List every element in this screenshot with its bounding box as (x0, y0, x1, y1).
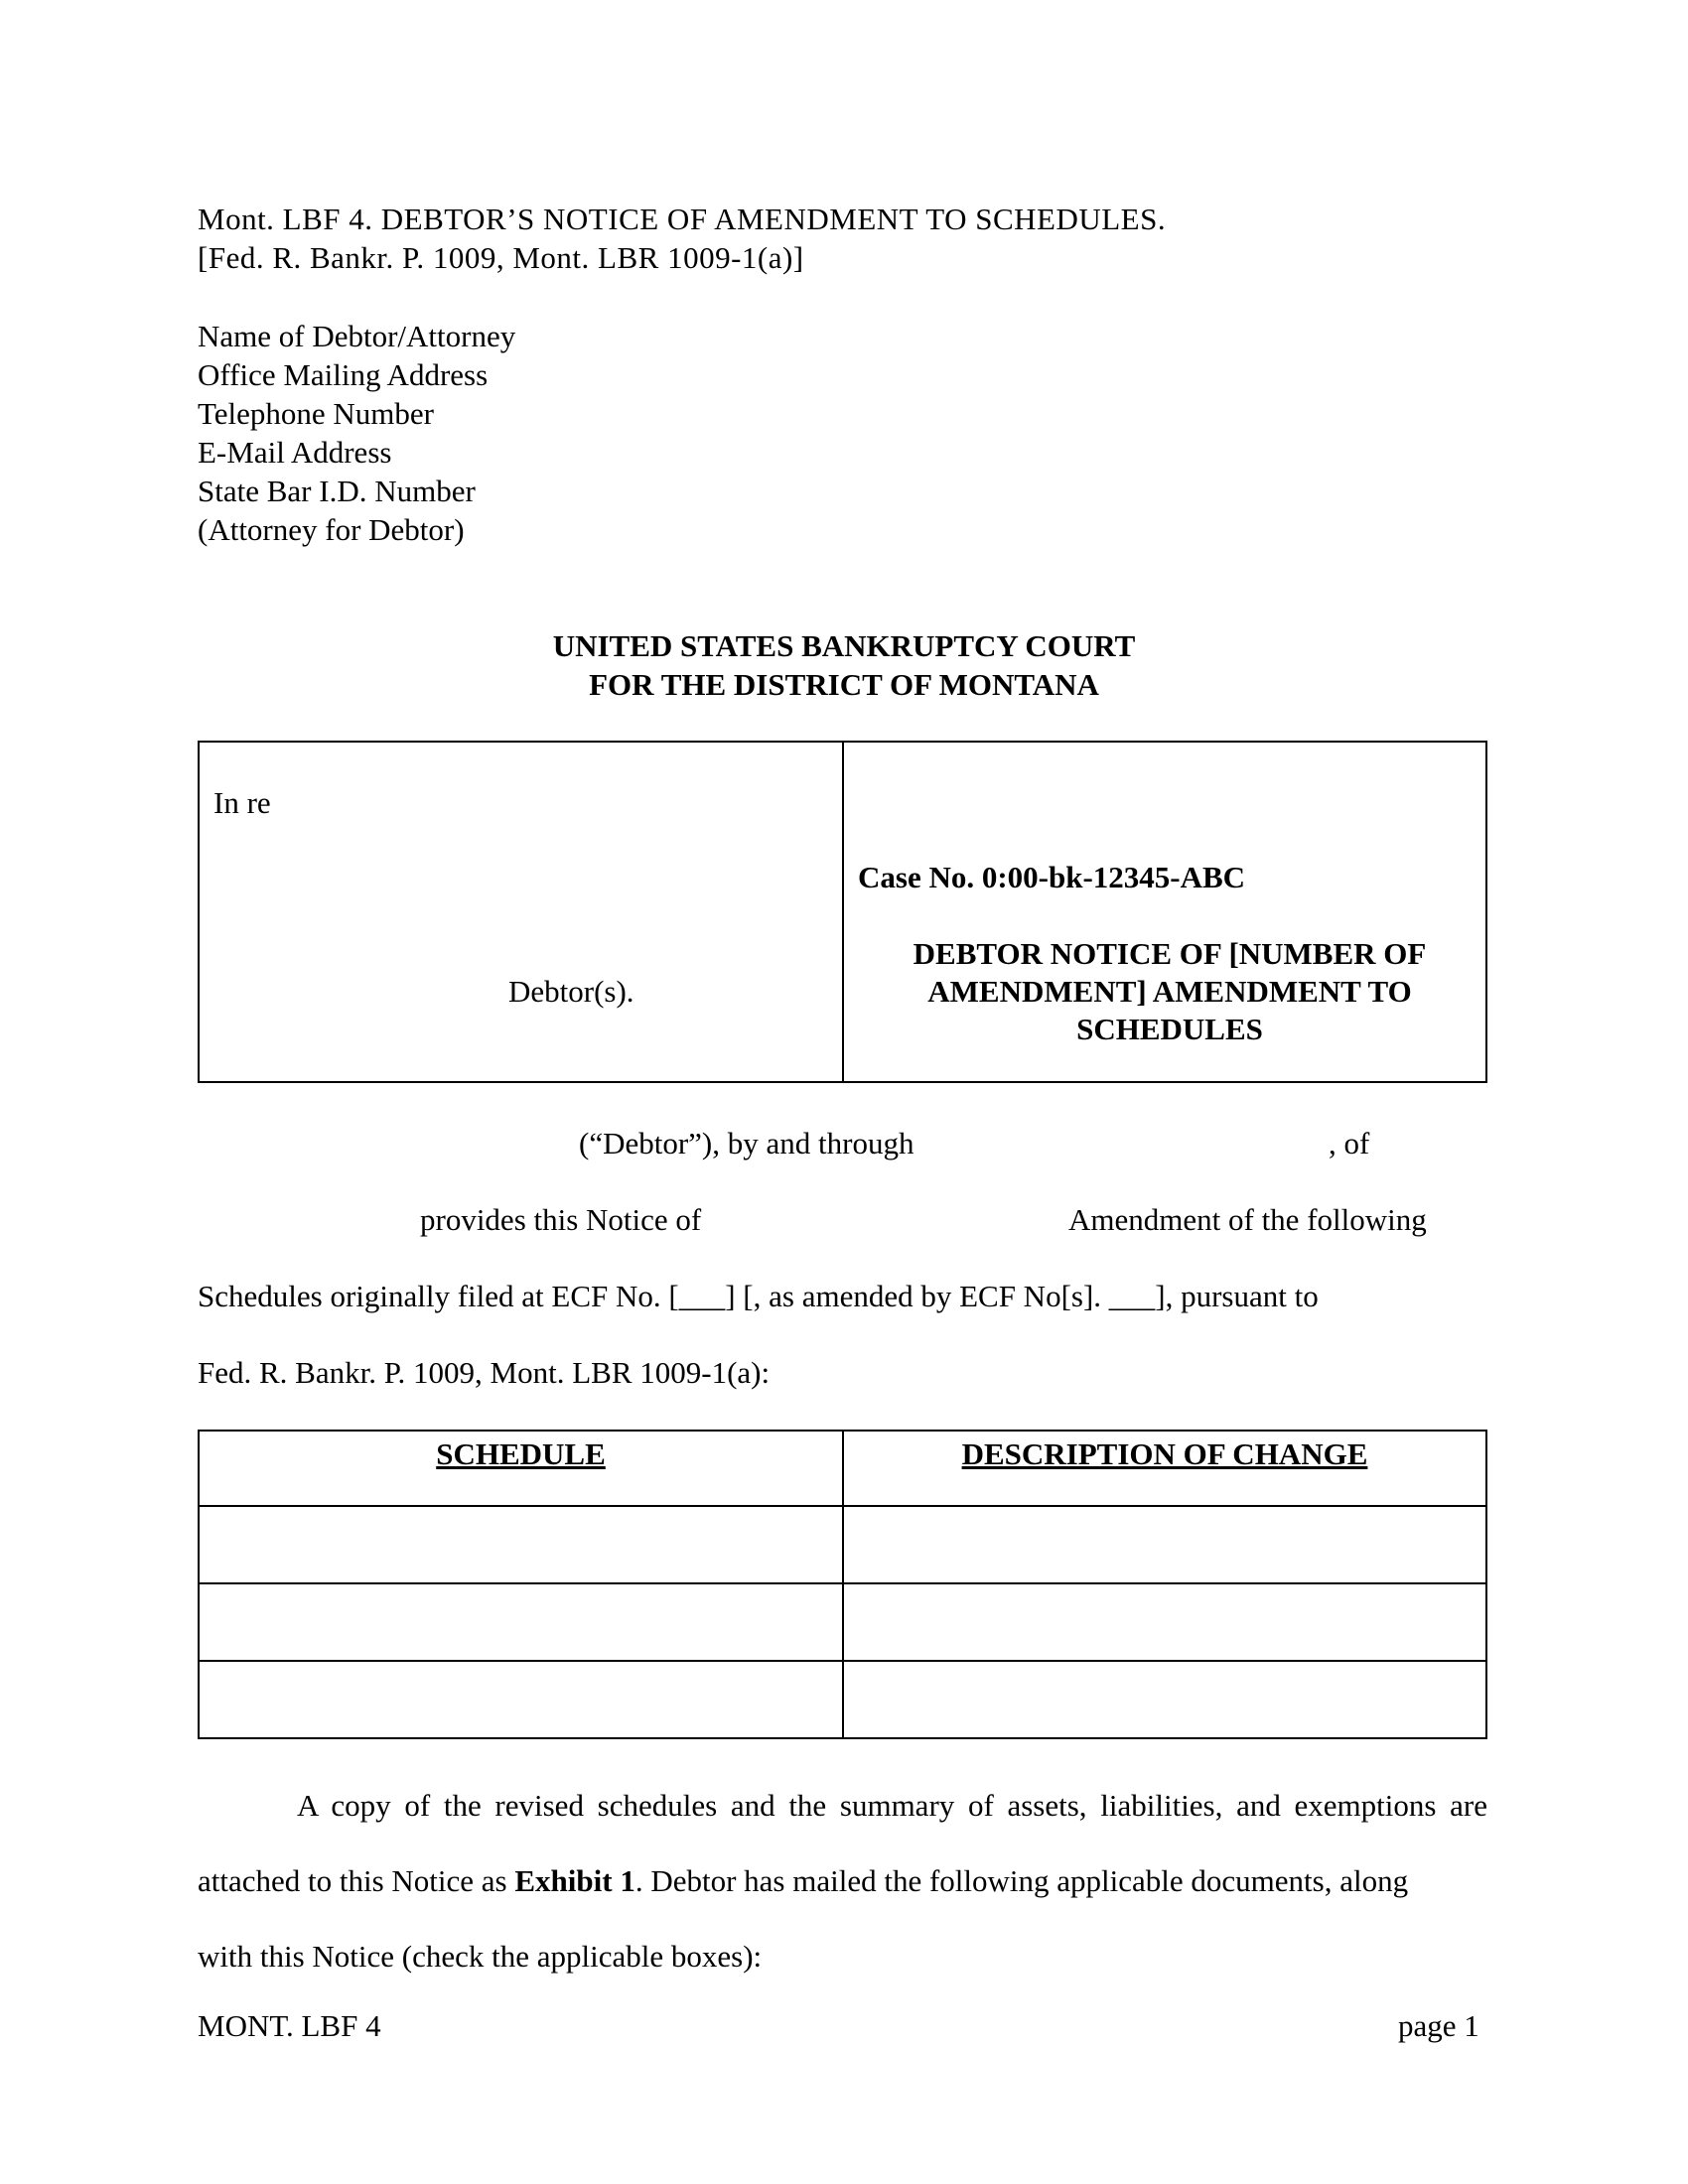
attorney-role: (Attorney for Debtor) (198, 512, 465, 547)
attorney-phone: Telephone Number (198, 396, 434, 431)
description-cell[interactable] (843, 1661, 1486, 1738)
form-header-rule-ref: [Fed. R. Bankr. P. 1009, Mont. LBR 1009-1(a)] (198, 240, 804, 275)
form-header-title: Mont. LBF 4. DEBTOR’S NOTICE OF AMENDMENT TO SCHEDULES. (198, 202, 1167, 236)
rule-reference-text: Fed. R. Bankr. P. 1009, Mont. LBR 1009-1(a): (198, 1355, 771, 1390)
table-row (199, 1661, 1486, 1738)
schedules-filed-text: Schedules originally filed at ECF No. [___] [, as amended by ECF No[s]. ___], pursuant to (198, 1279, 1319, 1313)
exhibit-reference: Exhibit 1 (514, 1863, 635, 1898)
schedule-table-header-row (199, 1431, 1486, 1506)
case-caption-box (198, 741, 1487, 1083)
footer-page-number: page 1 (1398, 2008, 1479, 2043)
attorney-email: E-Mail Address (198, 435, 392, 470)
court-heading (397, 627, 1291, 705)
description-cell[interactable] (843, 1506, 1486, 1583)
description-cell[interactable] (843, 1583, 1486, 1661)
court-district: FOR THE DISTRICT OF MONTANA (589, 667, 1099, 702)
schedule-cell[interactable] (199, 1506, 843, 1583)
of-text: , of (1329, 1126, 1370, 1160)
body-line-3: with this Notice (check the applicable boxes): (198, 1939, 763, 1974)
caption-divider (842, 743, 844, 1081)
body-line-2-pre: attached to this Notice as (198, 1863, 515, 1898)
schedule-column-header: SCHEDULE (199, 1431, 843, 1506)
amendment-following-text: Amendment of the following (1068, 1202, 1427, 1237)
schedule-cell[interactable] (199, 1583, 843, 1661)
caption-title-line: DEBTOR NOTICE OF [NUMBER OF (913, 936, 1427, 971)
body-line-1: A copy of the revised schedules and the summary of assets, liabilities, and exemptions are (297, 1788, 1487, 1823)
case-number: Case No. 0:00-bk-12345-ABC (858, 860, 1246, 894)
table-row (199, 1583, 1486, 1661)
debtors-label: Debtor(s). (508, 974, 634, 1009)
attorney-name: Name of Debtor/Attorney (198, 319, 516, 353)
attorney-info-block (198, 318, 515, 550)
court-name: UNITED STATES BANKRUPTCY COURT (552, 628, 1136, 663)
form-header (198, 201, 1166, 278)
debtor-through-text: (“Debtor”), by and through (579, 1126, 914, 1160)
caption-title-line: AMENDMENT] AMENDMENT TO (927, 974, 1412, 1009)
attorney-address: Office Mailing Address (198, 357, 489, 392)
footer-form-id: MONT. LBF 4 (198, 2008, 381, 2043)
provides-notice-text: provides this Notice of (420, 1202, 702, 1237)
attorney-bar-id: State Bar I.D. Number (198, 474, 476, 508)
body-line-2 (198, 1862, 1408, 1899)
caption-title (857, 935, 1482, 1048)
schedule-cell[interactable] (199, 1661, 843, 1738)
body-line-2-post: . Debtor has mailed the following applicable documents, along (634, 1863, 1409, 1898)
caption-title-line: SCHEDULES (1076, 1012, 1263, 1046)
in-re-label: In re (213, 785, 271, 820)
description-column-header: DESCRIPTION OF CHANGE (843, 1431, 1486, 1506)
table-row (199, 1506, 1486, 1583)
schedule-table (198, 1430, 1487, 1739)
